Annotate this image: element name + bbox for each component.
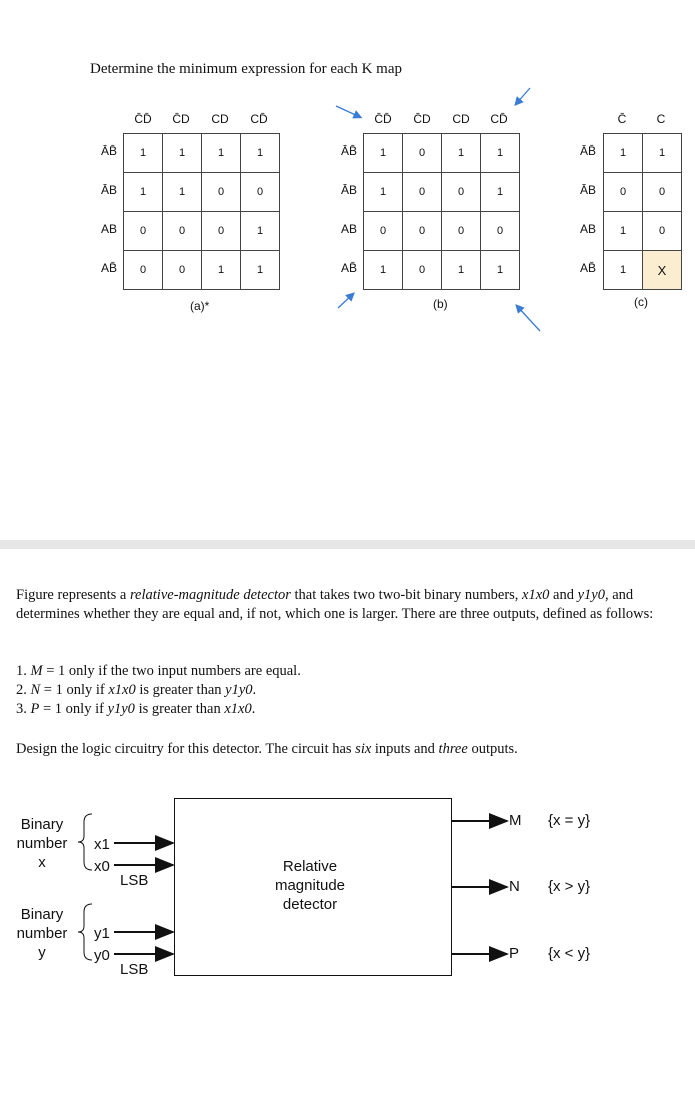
- kmap-b-row-3: AB̄: [340, 261, 357, 275]
- kmap-a-col-0: C̄D̄: [134, 112, 152, 126]
- text-run: inputs and: [371, 741, 439, 757]
- diagram-wires: [0, 790, 695, 990]
- text-run: = 1 only if: [39, 701, 108, 717]
- kmap-cell: 1: [604, 251, 643, 290]
- y0-label: y0: [94, 947, 110, 964]
- brace-y: [78, 904, 92, 960]
- kmap-cell: 0: [604, 173, 643, 212]
- kmap-b-col-0: C̄D̄: [374, 112, 392, 126]
- kmap-cell: 1: [442, 251, 481, 290]
- lsb-label-x: LSB: [120, 872, 149, 889]
- kmap-cell: 0: [643, 212, 682, 251]
- kmap-b-row-2: AB: [340, 222, 357, 236]
- kmap-c-row-1: ĀB: [579, 183, 596, 197]
- kmap-b-row-0: ĀB̄: [340, 144, 357, 158]
- text-run: y1y0: [225, 682, 253, 698]
- problem-design: [16, 740, 681, 759]
- text-run: M: [30, 663, 43, 679]
- text-run: six: [355, 741, 372, 757]
- text-run: x1x0: [108, 682, 136, 698]
- kmap-cell: 0: [202, 212, 241, 251]
- kmap-cell: 1: [124, 134, 163, 173]
- x0-label: x0: [94, 858, 110, 875]
- kmap-cell: 1: [241, 251, 280, 290]
- list-item: [16, 681, 681, 700]
- kmap-cell: 1: [202, 134, 241, 173]
- text-run: is greater than: [134, 701, 225, 717]
- kmap-cell: 1: [481, 173, 520, 212]
- kmap-cell: 0: [403, 251, 442, 290]
- list-item: [16, 662, 681, 681]
- arrow-icon: [338, 294, 353, 308]
- arrow-icon: [517, 306, 540, 331]
- kmap-a-row-0: ĀB̄: [100, 144, 117, 158]
- kmap-cell: 0: [403, 173, 442, 212]
- kmap-cell: 1: [481, 251, 520, 290]
- kmap-c-row-0: ĀB̄: [579, 144, 596, 158]
- kmap-cell: 0: [403, 134, 442, 173]
- kmap-cell: 1: [604, 212, 643, 251]
- kmap-cell: 0: [403, 212, 442, 251]
- output-p-desc: {x < y}: [548, 945, 591, 962]
- text-run: outputs.: [467, 741, 518, 757]
- text-run: N: [30, 682, 41, 698]
- output-m-label: M: [509, 812, 522, 829]
- kmap-cell: 0: [124, 251, 163, 290]
- text-run: 3.: [16, 701, 31, 717]
- kmap-cell: 0: [442, 173, 481, 212]
- kmap-cell: 1: [364, 173, 403, 212]
- output-p-label: P: [509, 945, 520, 962]
- text-run: y1y0: [107, 701, 135, 717]
- page-title: Determine the minimum expression for each K map: [90, 61, 402, 77]
- kmap-a-row-1: ĀB: [100, 183, 117, 197]
- kmap-cell: 0: [202, 173, 241, 212]
- text-run: 2.: [16, 682, 31, 698]
- kmap-cell: 1: [481, 134, 520, 173]
- kmap-cell: 1: [643, 134, 682, 173]
- kmap-a-row-3: AB̄: [100, 261, 117, 275]
- kmap-b-col-2: CD: [452, 112, 470, 126]
- kmap-c-row-3: AB̄: [579, 261, 596, 275]
- kmap-cell: 0: [163, 212, 202, 251]
- kmap-b-row-1: ĀB: [340, 183, 357, 197]
- kmap-a-caption: (a)*: [190, 299, 210, 313]
- kmap-a-col-1: C̄D: [172, 112, 190, 126]
- text-line: Binary: [20, 816, 64, 833]
- text-line: number: [16, 925, 68, 942]
- text-run: three: [438, 741, 468, 757]
- kmap-c-col-0: C̄: [617, 112, 627, 126]
- text-run: = 1 only if: [40, 682, 109, 698]
- kmap-cell: 1: [364, 134, 403, 173]
- kmap-cell: 1: [241, 212, 280, 251]
- kmap-cell: 1: [364, 251, 403, 290]
- list-item: [16, 700, 681, 719]
- kmap-cell: 1: [124, 173, 163, 212]
- output-n-desc: {x > y}: [548, 878, 591, 895]
- text-run: y1y0: [577, 587, 605, 603]
- text-line: Binary: [20, 906, 64, 923]
- text-run: , and determines whether they are equal and, if not, which one is larger. There are three outputs, defined as follows:: [16, 587, 654, 622]
- kmap-cell-dont-care: X: [643, 251, 682, 290]
- kmap-cell: 0: [643, 173, 682, 212]
- text-run: x1x0: [224, 701, 252, 717]
- y1-label: y1: [94, 925, 110, 942]
- output-n-label: N: [509, 878, 520, 895]
- kmap-cell: 1: [163, 173, 202, 212]
- kmap-b-col-1: C̄D: [413, 112, 431, 126]
- kmap-c-row-2: AB: [579, 222, 596, 236]
- problem-intro: [16, 586, 681, 624]
- x1-label: x1: [94, 836, 110, 853]
- kmap-cell: 1: [604, 134, 643, 173]
- kmap-c-caption: (c): [634, 295, 648, 309]
- arrow-icon: [516, 88, 530, 104]
- text-run: relative-magnitude detector: [129, 587, 291, 603]
- text-run: 1.: [16, 663, 31, 679]
- kmap-cell: 1: [442, 134, 481, 173]
- text-run: Figure represents a: [16, 587, 130, 603]
- text-line: magnitude: [274, 877, 346, 894]
- kmap-cell: 1: [202, 251, 241, 290]
- kmap-cell: 0: [241, 173, 280, 212]
- kmap-cell: 0: [442, 212, 481, 251]
- text-run: and: [549, 587, 578, 603]
- kmap-c-grid: [603, 133, 682, 290]
- kmap-b-caption: (b): [433, 297, 448, 311]
- kmap-b-col-3: CD̄: [490, 112, 508, 126]
- text-line: detector: [282, 896, 338, 913]
- text-line: Relative: [282, 858, 338, 875]
- text-run: = 1 only if the two input numbers are equal.: [42, 663, 301, 679]
- kmap-a-row-2: AB: [100, 222, 117, 236]
- kmap-cell: 0: [364, 212, 403, 251]
- kmap-cell: 0: [481, 212, 520, 251]
- text-run: x1x0: [522, 587, 550, 603]
- problem-list: [16, 662, 681, 719]
- text-run: .: [251, 701, 256, 717]
- brace-x: [78, 814, 92, 870]
- kmap-cell: 1: [241, 134, 280, 173]
- kmap-a-col-3: CD̄: [250, 112, 268, 126]
- kmap-a-col-2: CD: [211, 112, 229, 126]
- arrow-icon: [336, 106, 360, 117]
- text-line: x: [38, 854, 46, 871]
- text-run: .: [252, 682, 257, 698]
- kmap-cell: 0: [163, 251, 202, 290]
- text-run: Design the logic circuitry for this detector. The circuit has: [16, 741, 356, 757]
- kmap-cell: 0: [124, 212, 163, 251]
- kmap-c-col-1: C: [656, 112, 666, 126]
- text-line: y: [38, 944, 46, 961]
- section-divider: [0, 540, 695, 549]
- text-run: is greater than: [135, 682, 226, 698]
- text-line: number: [16, 835, 68, 852]
- output-m-desc: {x = y}: [548, 812, 591, 829]
- text-run: that takes two two-bit binary numbers,: [290, 587, 523, 603]
- lsb-label-y: LSB: [120, 961, 149, 978]
- kmap-cell: 1: [163, 134, 202, 173]
- text-run: P: [30, 701, 40, 717]
